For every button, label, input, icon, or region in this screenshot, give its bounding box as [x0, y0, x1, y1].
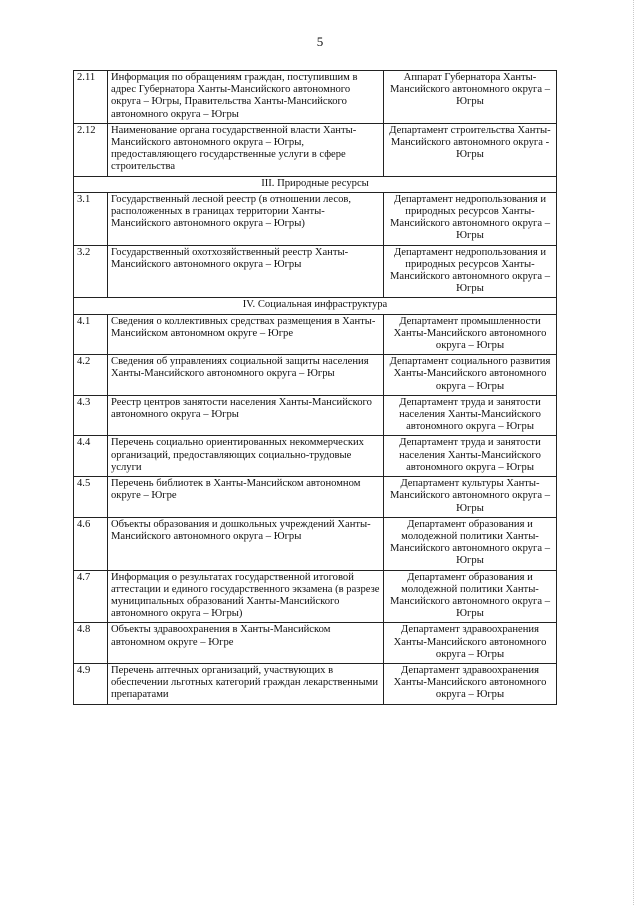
table-row — [74, 123, 557, 176]
row-department: Департамент недропользования и природных ресурсов Ханты-Мансийского автономного округа – Югры — [384, 192, 557, 245]
table-row — [74, 477, 557, 518]
table-row — [74, 355, 557, 396]
section-row — [74, 298, 557, 314]
row-number: 2.11 — [74, 71, 108, 124]
scan-edge-line — [632, 0, 634, 905]
row-department: Департамент культуры Ханты-Мансийского автономного округа – Югры — [384, 477, 557, 518]
row-department: Департамент здравоохранения Ханты-Мансийского автономного округа – Югры — [384, 663, 557, 704]
row-number: 4.4 — [74, 436, 108, 477]
table-row — [74, 71, 557, 124]
row-number: 2.12 — [74, 123, 108, 176]
table-row — [74, 517, 557, 570]
row-department: Департамент здравоохранения Ханты-Мансийского автономного округа – Югры — [384, 623, 557, 664]
row-name: Объекты образования и дошкольных учреждений Ханты-Мансийского автономного округа – Югры — [108, 517, 384, 570]
row-name: Государственный лесной реестр (в отношении лесов, расположенных в границах территории Ханты-Мансийского автономного округа – Югры) — [108, 192, 384, 245]
row-department: Департамент образования и молодежной политики Ханты-Мансийского автономного округа – Югры — [384, 517, 557, 570]
table-row — [74, 663, 557, 704]
row-name: Информация о результатах государственной итоговой аттестации и единого государственного экзамена (в разрезе муниципальных образований Ханты-Мансийского автономного округа – Югры) — [108, 570, 384, 623]
table-row — [74, 192, 557, 245]
row-name: Перечень библиотек в Ханты-Мансийском автономном округе – Югре — [108, 477, 384, 518]
row-department: Департамент образования и молодежной политики Ханты-Мансийского автономного округа – Югры — [384, 570, 557, 623]
row-department: Аппарат Губернатора Ханты-Мансийского автономного округа – Югры — [384, 71, 557, 124]
row-department: Департамент труда и занятости населения Ханты-Мансийского автономного округа – Югры — [384, 395, 557, 436]
row-department: Департамент строительства Ханты-Мансийского автономного округа - Югры — [384, 123, 557, 176]
table-row — [74, 436, 557, 477]
row-department: Департамент промышленности Ханты-Мансийского автономного округа – Югры — [384, 314, 557, 355]
row-number: 3.1 — [74, 192, 108, 245]
row-name: Объекты здравоохранения в Ханты-Мансийском автономном округе – Югре — [108, 623, 384, 664]
table-row — [74, 395, 557, 436]
page-number: 5 — [316, 34, 324, 49]
row-name: Перечень социально ориентированных некоммерческих организаций, предоставляющих социально-трудовые услуги — [108, 436, 384, 477]
row-number: 4.6 — [74, 517, 108, 570]
row-department: Департамент недропользования и природных ресурсов Ханты-Мансийского автономного округа – Югры — [384, 245, 557, 298]
row-name: Информация по обращениям граждан, поступившим в адрес Губернатора Ханты-Мансийского автономного округа – Югры, Правительства Ханты-Мансийского автономного округа – Югры — [108, 71, 384, 124]
row-name: Реестр центров занятости населения Ханты-Мансийского автономного округа – Югры — [108, 395, 384, 436]
section-title: III. Природные ресурсы — [74, 176, 557, 192]
row-department: Департамент труда и занятости населения Ханты-Мансийского автономного округа – Югры — [384, 436, 557, 477]
row-name: Сведения о коллективных средствах размещения в Ханты-Мансийском автономном округе – Югре — [108, 314, 384, 355]
row-name: Государственный охотхозяйственный реестр Ханты-Мансийского автономного округа – Югры — [108, 245, 384, 298]
row-number: 4.1 — [74, 314, 108, 355]
table-row — [74, 623, 557, 664]
row-number: 4.8 — [74, 623, 108, 664]
row-number: 4.5 — [74, 477, 108, 518]
section-title: IV. Социальная инфраструктура — [74, 298, 557, 314]
table-row — [74, 314, 557, 355]
table-row — [74, 570, 557, 623]
row-number: 4.7 — [74, 570, 108, 623]
registry-table — [73, 70, 557, 705]
row-name: Перечень аптечных организаций, участвующих в обеспечении льготных категорий граждан лекарственными препаратами — [108, 663, 384, 704]
row-name: Сведения об управлениях социальной защиты населения Ханты-Мансийского автономного округа – Югры — [108, 355, 384, 396]
row-department: Департамент социального развития Ханты-Мансийского автономного округа – Югры — [384, 355, 557, 396]
row-number: 3.2 — [74, 245, 108, 298]
row-number: 4.2 — [74, 355, 108, 396]
row-number: 4.3 — [74, 395, 108, 436]
row-name: Наименование органа государственной власти Ханты-Мансийского автономного округа – Югры, предоставляющего государственные услуги в сфере строительства — [108, 123, 384, 176]
row-number: 4.9 — [74, 663, 108, 704]
section-row — [74, 176, 557, 192]
table-row — [74, 245, 557, 298]
